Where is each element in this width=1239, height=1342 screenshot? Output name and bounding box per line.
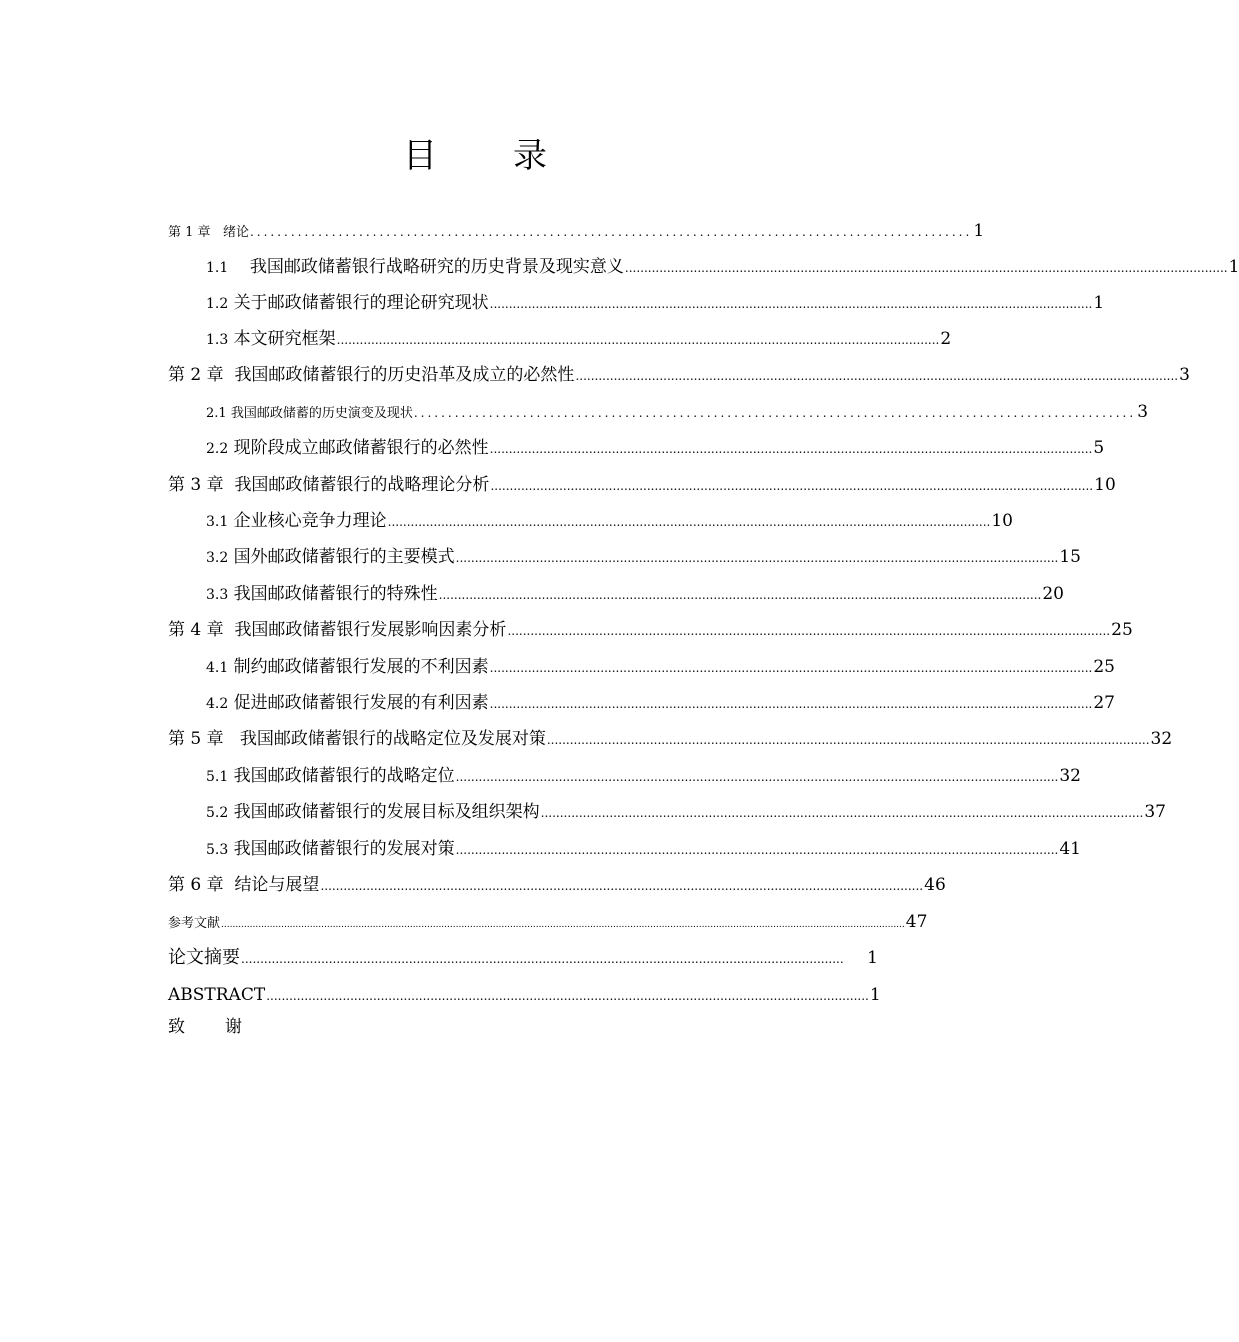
toc-entry-4-1[interactable] — [206, 655, 1115, 680]
leader-dots: .............................................................................................................................................................. — [455, 770, 1059, 784]
toc-entry-title: 我国邮政储蓄银行的战略定位及发展对策 — [239, 729, 546, 749]
toc-entry-4-2[interactable] — [206, 691, 1115, 716]
toc-title-char-1: 目 — [403, 136, 437, 176]
leader-dots: .............................................................................................................................................................. — [438, 588, 1042, 602]
toc-entry-title: 制约邮政储蓄银行发展的不利因素 — [233, 657, 489, 677]
toc-entry-ch6[interactable] — [168, 873, 946, 898]
toc-entry-title: 国外邮政储蓄银行的主要模式 — [233, 547, 455, 567]
leader-dots: .............................................................................................................................................................. — [455, 551, 1059, 565]
toc-entry-page: 15 — [1059, 547, 1081, 567]
toc-entry-title: 我国邮政储蓄银行的战略定位 — [233, 766, 455, 786]
toc-entry-page: 1 — [869, 985, 881, 1005]
toc-entry-number: 4.1 — [206, 660, 229, 676]
toc-entry-page: 10 — [1094, 475, 1116, 495]
toc-entry-number: 3.2 — [206, 550, 229, 566]
toc-entry-title: 论文摘要 — [168, 947, 240, 968]
toc-entry-page: 47 — [905, 912, 928, 932]
toc-entry-5-1[interactable] — [206, 764, 1081, 789]
toc-entry-number: 2.1 — [206, 406, 227, 421]
toc-entry-page: 2 — [940, 329, 952, 349]
leader-dots: .............................................................................................................................................................. — [507, 624, 1111, 638]
toc-entry-page: 10 — [991, 511, 1013, 531]
toc-entry-title: 本文研究框架 — [233, 329, 336, 349]
toc-entry-page: 32 — [1059, 766, 1081, 786]
toc-entry-title: ABSTRACT — [168, 985, 266, 1005]
leader-dots: .............................................................................................................................................................. — [489, 297, 1093, 311]
leader-dots: .............................................................................................................................................................. — [489, 697, 1093, 711]
toc-entry-page: 25 — [1111, 620, 1133, 640]
toc-entry-title: 绪论 — [222, 225, 249, 240]
toc-entry-title: 我国邮政储蓄银行的战略理论分析 — [234, 475, 490, 495]
toc-entry-number: 4.2 — [206, 696, 229, 712]
toc-entry-number: 1.2 — [206, 296, 229, 312]
leader-dots: ............................................................................................................................................................................................................................................... — [221, 920, 905, 930]
toc-entry-number: 3.3 — [206, 587, 229, 603]
toc-entry-page: 37 — [1144, 802, 1166, 822]
toc-entry-abstract-en[interactable] — [168, 983, 881, 1008]
toc-entry-number: 5.1 — [206, 769, 229, 785]
leader-dots: .............................................................................................................................................................. — [387, 515, 991, 529]
toc-entry-2-2[interactable] — [206, 436, 1105, 461]
toc-entry-title: 我国邮政储蓄银行发展影响因素分析 — [234, 620, 507, 640]
toc-entry-3-3[interactable] — [206, 582, 1064, 607]
acknowledgement-char-1: 致 — [168, 1017, 185, 1037]
toc-entry-number: 第 1 章 — [168, 225, 211, 240]
acknowledgement-heading — [168, 1012, 242, 1037]
toc-entry-references[interactable] — [168, 910, 928, 937]
leader-dots: .............................................................................................................................................................. — [546, 733, 1150, 747]
leader-dots: .............................................................................................................................................................. — [455, 843, 1059, 857]
toc-entry-page: 25 — [1093, 657, 1115, 677]
toc-entry-title: 我国邮政储蓄银行的发展对策 — [233, 839, 455, 859]
toc-entry-1-1[interactable] — [206, 255, 1239, 280]
toc-entry-1-2[interactable] — [206, 291, 1105, 316]
toc-entry-title: 关于邮政储蓄银行的理论研究现状 — [233, 293, 489, 313]
toc-entry-number: 1.3 — [206, 332, 229, 348]
toc-entry-page: 5 — [1093, 438, 1105, 458]
toc-entry-title: 参考文献 — [168, 916, 221, 931]
toc-entry-page: 3 — [1179, 365, 1190, 385]
toc-entry-page: 1 — [973, 221, 985, 241]
toc-entry-ch1[interactable] — [168, 219, 985, 245]
toc-entry-ch3[interactable] — [168, 473, 1116, 498]
leader-dots: .............................................................................................................................................................. — [489, 442, 1093, 456]
toc-entry-title: 我国邮政储蓄银行的历史沿革及成立的必然性 — [234, 365, 575, 385]
leader-dots: .............................................................................................................................................................. — [489, 661, 1093, 675]
toc-entry-number: 1.1 — [206, 260, 229, 276]
leader-dots: .............................................................................................................................................................. — [575, 369, 1179, 383]
toc-entry-ch4[interactable] — [168, 618, 1133, 643]
toc-entry-title: 我国邮政储蓄银行战略研究的历史背景及现实意义 — [249, 257, 624, 277]
toc-entry-number: 第 6 章 — [168, 875, 224, 895]
toc-entry-title: 现阶段成立邮政储蓄银行的必然性 — [233, 438, 489, 458]
toc-entry-title: 结论与展望 — [234, 875, 320, 895]
toc-entry-number: 5.2 — [206, 805, 229, 821]
toc-entry-page: 3 — [1137, 402, 1149, 422]
toc-entry-page: 27 — [1093, 693, 1115, 713]
toc-entry-number: 2.2 — [206, 441, 229, 457]
toc-entry-number: 第 4 章 — [168, 620, 224, 640]
leader-dots: .............................................................................................................................................................. — [540, 806, 1144, 820]
leader-dots: .......................................................................................................... — [249, 225, 973, 239]
leader-dots: .............................................................................................................................................................. — [320, 879, 924, 893]
toc-entry-number: 第 5 章 — [168, 729, 224, 749]
leader-dots: .............................................................................................................................................................. — [624, 261, 1228, 275]
toc-entry-page: 20 — [1042, 584, 1064, 604]
toc-entry-title: 促进邮政储蓄银行发展的有利因素 — [233, 693, 489, 713]
toc-entry-page: 46 — [924, 875, 946, 895]
leader-dots: .......................................................................................................... — [413, 406, 1137, 420]
toc-entry-title: 企业核心竞争力理论 — [233, 511, 387, 531]
toc-entry-ch5[interactable] — [168, 727, 1173, 752]
toc-entry-abstract-cn[interactable] — [168, 946, 878, 971]
toc-entry-title: 我国邮政储蓄银行的特殊性 — [233, 584, 438, 604]
toc-entry-ch2[interactable] — [168, 363, 1190, 388]
toc-entry-number: 5.3 — [206, 842, 229, 858]
toc-entry-5-3[interactable] — [206, 837, 1081, 862]
leader-dots: .............................................................................................................................................................. — [336, 333, 940, 347]
toc-entry-5-2[interactable] — [206, 800, 1166, 825]
toc-entry-2-1[interactable] — [206, 400, 1149, 426]
acknowledgement-char-2: 谢 — [225, 1017, 242, 1037]
toc-title — [0, 128, 950, 177]
toc-entry-title: 我国邮政储蓄银行的发展目标及组织架构 — [233, 802, 540, 822]
toc-entry-number: 第 2 章 — [168, 365, 224, 385]
toc-entry-number: 3.1 — [206, 514, 229, 530]
toc-entry-number: 第 3 章 — [168, 475, 224, 495]
toc-entry-page: 1 — [867, 948, 878, 968]
toc-entry-title: 我国邮政储蓄的历史演变及现状 — [230, 406, 413, 421]
leader-dots: .............................................................................................................................................................. — [266, 989, 869, 1003]
toc-entry-page: 1 — [1228, 257, 1239, 277]
toc-entry-1-3[interactable] — [206, 327, 952, 352]
toc-title-char-2: 录 — [513, 136, 547, 176]
toc-entry-page: 1 — [1093, 293, 1105, 313]
toc-entry-page: 32 — [1150, 729, 1173, 749]
toc-entry-3-1[interactable] — [206, 509, 1013, 534]
toc-entry-3-2[interactable] — [206, 545, 1081, 570]
toc-entry-page: 41 — [1059, 839, 1081, 859]
leader-dots: .............................................................................................................................................................. — [490, 479, 1094, 493]
leader-dots: .............................................................................................................................................................. — [241, 952, 844, 966]
